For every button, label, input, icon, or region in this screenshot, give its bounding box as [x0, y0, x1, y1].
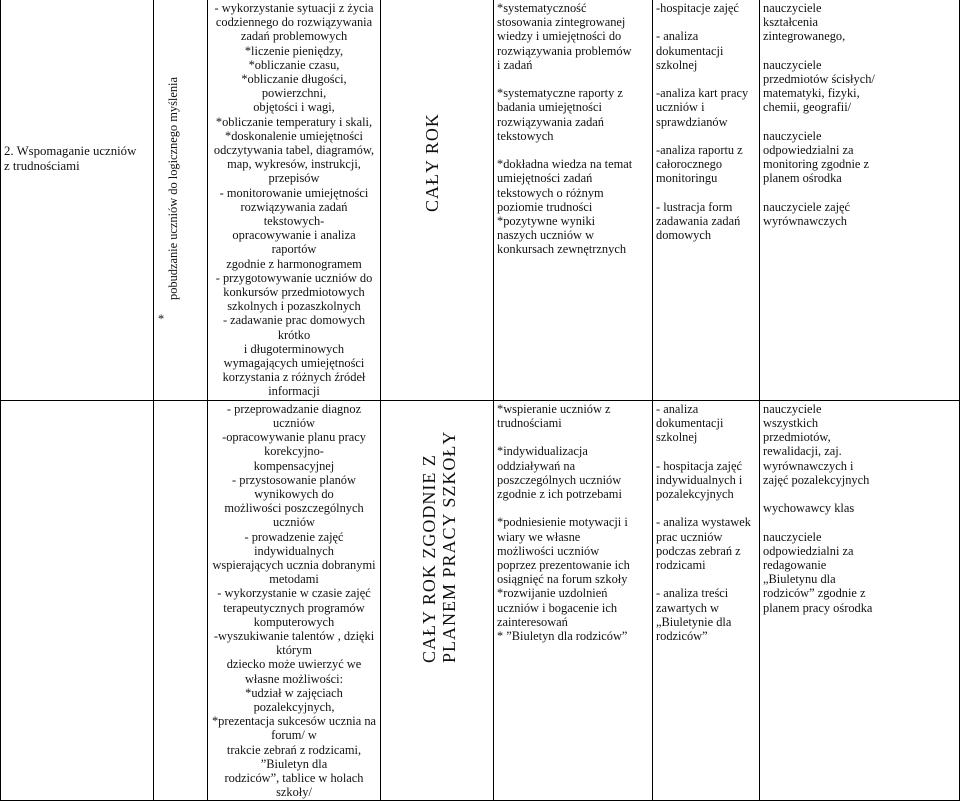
methods-text: - wykorzystanie sytuacji z życia codziennego do rozwiązywania zadań problemowych *liczenie pieniędzy, *obliczanie czasu, *obliczanie długości, powierzchni, objętości i wagi, *obliczanie temperatury i skali, *doskonalenie umiejętności odczytywania tabel, diagramów, map, wykresów, instrukcji, przepisów - monitorowanie umiejętności rozwiązywania zadań tekstowych- opracowywanie i analiza raportów zgodnie z harmonogramem - przygotowywanie uczniów do konkursów przedmiotowych szkolnych i pozaszkolnych - zadawanie prac domowych krótko i długoterminowych wymagających umiejętności korzystania z różnych źródeł informacji	[213, 1, 375, 399]
monitoring-text: - analiza dokumentacji szkolnej - hospitacja zajęć indywidualnych i pozalekcyjnych - analiza wystawek prac uczniów podczas zebrań z rodzicami - analiza treści zawartych w „Biuletynie dla rodziców”	[656, 401, 751, 643]
monitoring-cell	[653, 400, 760, 801]
methods-cell	[208, 0, 381, 400]
objective-cell-empty	[154, 400, 208, 801]
task-cell	[1, 143, 154, 801]
responsible-cell	[760, 400, 960, 801]
deadline-line-2: PLANEM PRACY SZKOŁY	[439, 430, 459, 663]
responsible-text: nauczyciele wszystkich przedmiotów, rewalidacji, zaj. wyrównawczych i zajęć pozalekcyjnych wychowawcy klas nauczyciele odpowiedzialni za redagowanie „Biuletynu dla rodziców” zgodnie z planem pracy ośrodka	[763, 401, 873, 615]
monitoring-cell	[653, 0, 760, 400]
methods-text: - przeprowadzanie diagnoz uczniów -opracowywanie planu pracy korekcyjno- kompensacyjnej - przystosowanie planów wynikowych do możliwości poszczególnych uczniów - prowadzenie zajęć indywidualnych wspierających ucznia dobranymi metodami - wykorzystanie w czasie zajęć terapeutycznych programów komputerowych -wyszukiwanie talentów , dzięki którym dziecko może uwierzyć we własne możliwości: *udział w zajęciach pozalekcyjnych, *prezentacja sukcesów ucznia na forum/ w trakcie zebrań z rodzicami, ”Biuletyn dla rodziców”, tablice w holach szkoły/	[211, 401, 377, 800]
objective-vertical-text: pobudzanie uczniów do logicznego myślenia	[166, 77, 180, 300]
monitoring-text: -hospitacje zajęć - analiza dokumentacji szkolnej -analiza kart pracy uczniów i sprawdzianów -analiza raportu z całorocznego monitoringu - lustracja form zadawania zadań domowych	[656, 1, 749, 243]
success-criteria-text: *wspieranie uczniów z trudnościami *indywidualizacja oddziaływań na poszczególnych uczniów zgodnie z ich potrzebami *podniesienie motywacji i wiary we własne możliwości uczniów poprzez prezentowanie ich osiągnięć na forum szkoły *rozwijanie uzdolnień uczniów i bogacenie ich zainteresowań * ”Biuletyn dla rodziców”	[497, 401, 630, 643]
objective-star: *	[158, 312, 165, 326]
methods-cell	[208, 400, 381, 801]
objective-cell	[154, 0, 208, 400]
success-criteria-cell	[494, 0, 653, 400]
success-criteria-cell	[494, 400, 653, 801]
responsible-cell	[760, 0, 960, 400]
task-title: 2. Wspomaganie uczniów z trudnościami	[4, 143, 137, 173]
deadline-vertical-text	[419, 430, 459, 662]
task-cell-empty	[1, 0, 154, 400]
success-criteria-text: *systematyczność stosowania zintegrowanej wiedzy i umiejętności do rozwiązywania problemów i zadań *systematyczne raporty z badania umiejętności rozwiązywania zadań tekstowych *dokładna wiedza na temat umiejętności zadań tekstowych o różnym poziomie trudności *pozytywne wyniki naszych uczniów w konkursach zewnętrznych	[497, 1, 633, 257]
table-row	[1, 400, 960, 801]
responsible-text: nauczyciele kształcenia zintegrowanego, nauczyciele przedmiotów ścisłych/ matematyki, fizyki, chemii, geografii/ nauczyciele odpowiedzialni za monitoring zgodnie z planem ośrodka nauczyciele zajęć wyrównawczych	[763, 1, 875, 229]
deadline-cell	[381, 0, 494, 400]
deadline-line-1: CAŁY ROK ZGODNIE Z	[419, 453, 439, 663]
deadline-cell	[381, 400, 494, 801]
table-row	[1, 0, 960, 400]
deadline-vertical-text: CAŁY ROK	[422, 113, 442, 212]
